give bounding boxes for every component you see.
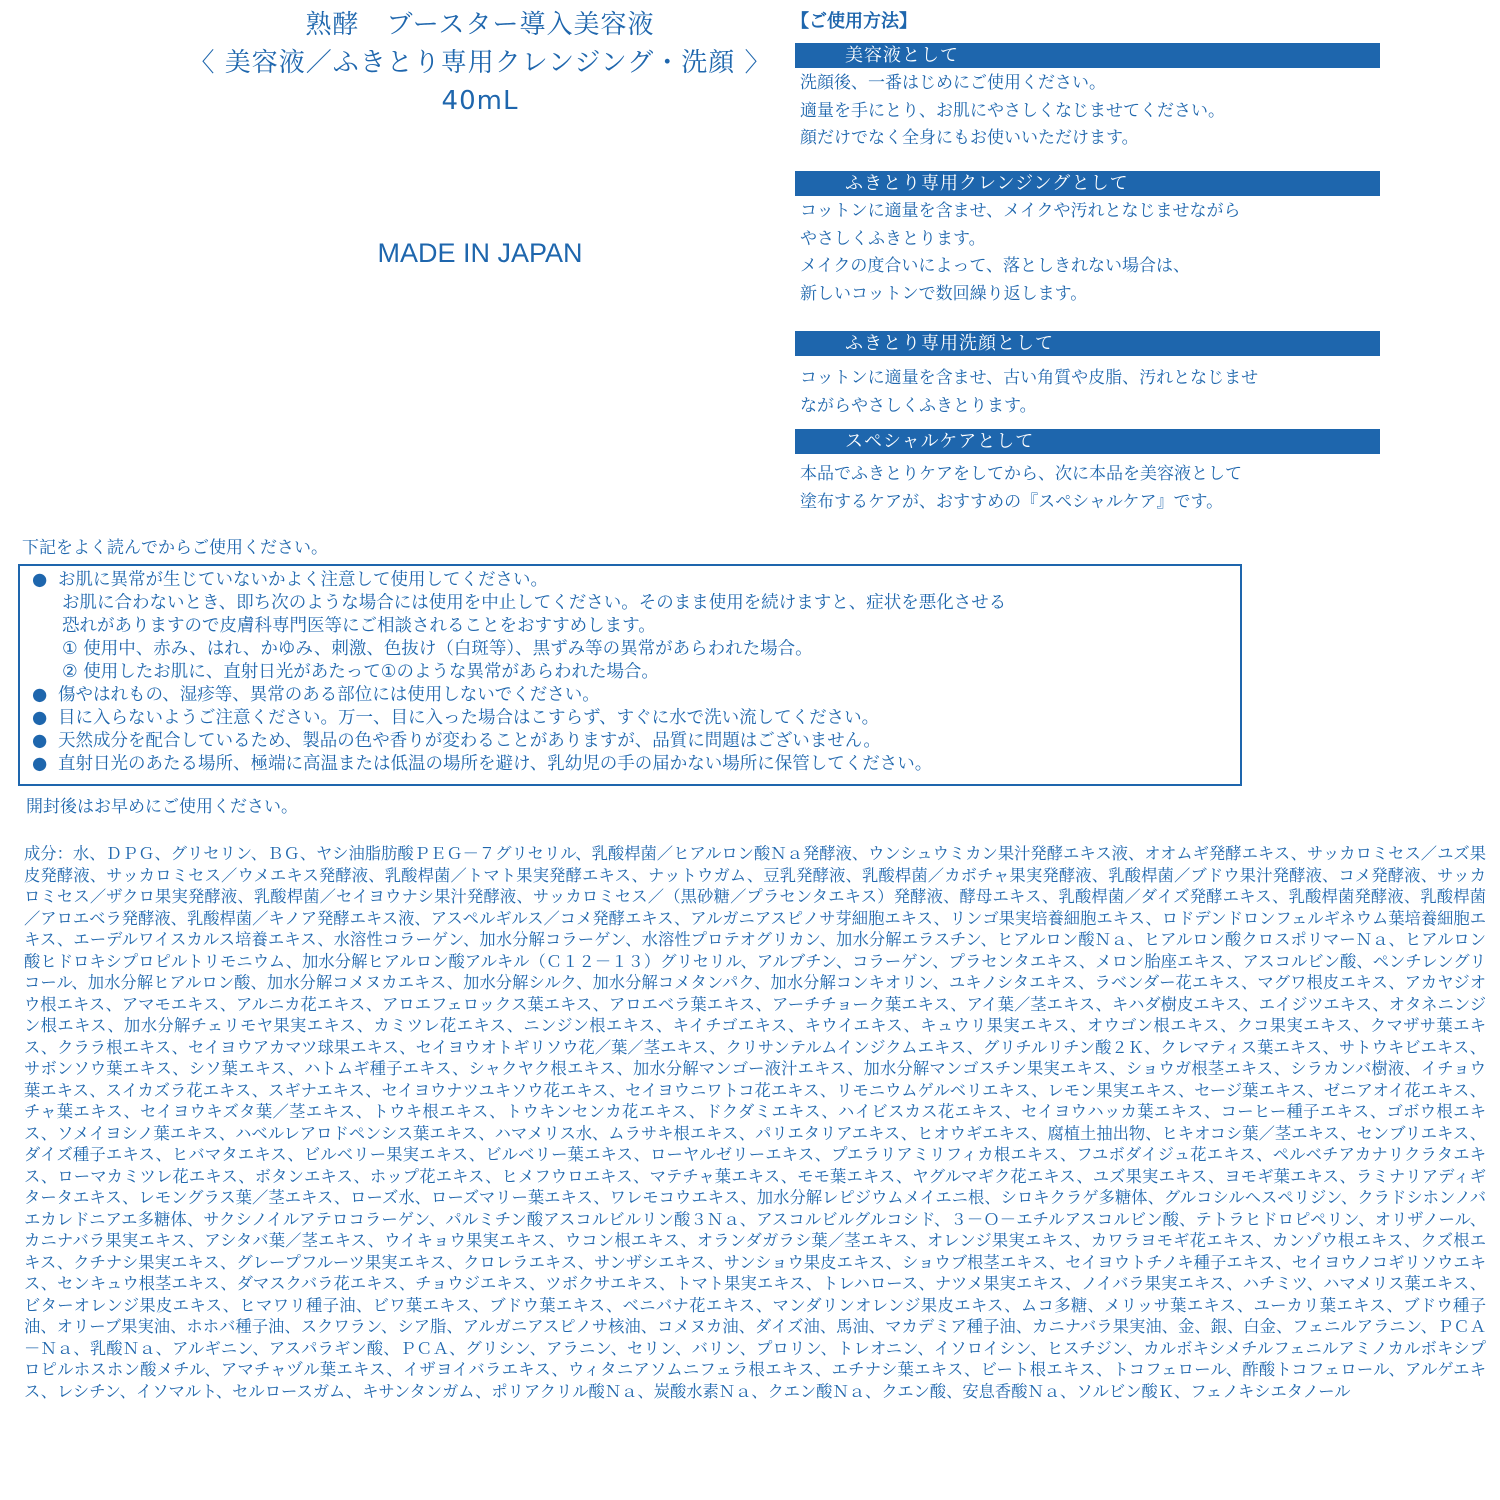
section-heading: スペシャルケアとして (795, 429, 1380, 454)
bullet-icon: ● (32, 708, 48, 728)
caution-item (32, 684, 1240, 707)
section-line: メイクの度合いによって、落としきれない場合は、 (800, 256, 1190, 276)
product-type: 〈 美容液／ふきとり専用クレンジング・洗顔 〉 (188, 48, 772, 78)
usage-section-serum (795, 43, 1380, 153)
caution-text: 傷やはれもの、湿疹等、異常のある部位には使用しないでください。 (58, 685, 600, 705)
bullet-icon: ● (32, 731, 48, 751)
cautions-box (18, 564, 1242, 786)
caution-item: ② 使用したお肌に、直射日光があたって①のような異常があらわれた場合。 (62, 662, 659, 682)
caution-text: 直射日光のあたる場所、極端に高温または低温の場所を避け、乳幼児の手の届かない場所に保管してください。 (58, 754, 933, 774)
bullet-icon: ● (32, 570, 48, 590)
section-line: コットンに適量を含ませ、古い角質や皮脂、汚れとなじませ (800, 368, 1259, 388)
caution-item (32, 730, 1240, 753)
section-body (795, 68, 1380, 153)
section-line: 洗顔後、一番はじめにご使用ください。 (800, 73, 1106, 93)
section-body (795, 454, 1380, 516)
product-volume: 40mL (441, 86, 519, 116)
bullet-icon: ● (32, 685, 48, 705)
usage-section-cleansing (795, 171, 1380, 308)
bullet-icon: ● (32, 754, 48, 774)
caution-item: お肌に合わないとき、即ち次のような場合には使用を中止してください。そのまま使用を続けますと、症状を悪化させる (62, 593, 1007, 613)
caution-text: 天然成分を配合しているため、製品の色や香りが変わることがありますが、品質に問題はございません。 (58, 731, 881, 751)
caution-item: ① 使用中、赤み、はれ、かゆみ、刺激、色抜け（白斑等）、黒ずみ等の異常があらわれた場合。 (62, 639, 813, 659)
usage-title: 【ご使用方法】 (791, 11, 917, 32)
caution-item (32, 753, 1240, 776)
section-line: 新しいコットンで数回繰り返します。 (800, 283, 1088, 304)
usage-section-special-care (795, 429, 1380, 516)
cautions-intro: 下記をよく読んでからご使用ください。 (22, 538, 328, 558)
section-heading: ふきとり専用クレンジングとして (795, 171, 1380, 196)
section-line: ながらやさしくふきとります。 (800, 395, 1037, 416)
usage-instructions (791, 8, 1380, 512)
caution-text: お肌に異常が生じていないかよく注意して使用してください。 (58, 570, 548, 590)
section-line: 本品でふきとりケアをしてから、次に本品を美容液として (800, 464, 1242, 484)
section-line: やさしくふきとります。 (800, 228, 986, 249)
product-name: 熟酵 ブースター導入美容液 (305, 10, 655, 40)
caution-item (32, 569, 1240, 592)
section-line: 適量を手にとり、お肌にやさしくなじませてください。 (800, 100, 1225, 121)
product-header (80, 6, 880, 120)
after-opening-note: 開封後はお早めにご使用ください。 (26, 797, 298, 817)
section-heading: 美容液として (795, 43, 1380, 68)
caution-item (32, 707, 1240, 730)
section-body (795, 196, 1380, 308)
section-body (795, 356, 1380, 420)
section-line: コットンに適量を含ませ、メイクや汚れとなじませながら (800, 201, 1241, 221)
usage-section-face-wash (795, 331, 1380, 420)
section-heading: ふきとり専用洗顔として (795, 331, 1380, 356)
caution-text: 目に入らないようご注意ください。万一、目に入った場合はこすらず、すぐに水で洗い流してください。 (58, 708, 880, 728)
section-line: 塗布するケアが、おすすめの『スペシャルケア』です。 (800, 491, 1224, 512)
caution-item: 恐れがありますので皮膚科専門医等にご相談されることをおすすめします。 (62, 616, 656, 636)
section-line: 顔だけでなく全身にもお使いいただけます。 (800, 128, 1139, 148)
made-in-label: MADE IN JAPAN (377, 238, 583, 268)
ingredients-list: 成分：水、ＤＰＧ、グリセリン、ＢＧ、ヤシ油脂肪酸ＰＥＧ－７グリセリル、乳酸桿菌／ヒアルロン酸Ｎａ発酵液、ウンシュウミカン果汁発酵エキス液、オオムギ発酵エキス、サッカロミセス／ユズ果皮発酵液、サッカロミセス／ウメエキス発酵液、乳酸桿菌／トマト果実発酵エキス、ナットウガム、豆乳発酵液、乳酸桿菌／カボチャ果実発酵液、乳酸桿菌／ブドウ果汁発酵液、コメ発酵液、サッカロミセス／ザクロ果実発酵液、乳酸桿菌／セイヨウナシ果汁発酵液、サッカロミセス／（黒砂糖／プラセンタエキス）発酵液、酵母エキス、乳酸桿菌／ダイズ発酵エキス、乳酸桿菌発酵液、乳酸桿菌／アロエベラ発酵液、乳酸桿菌／キノア発酵エキス液、アスペルギルス／コメ発酵エキス、アルガニアスピノサ芽細胞エキス、リンゴ果実培養細胞エキス、ロドデンドロンフェルギネウム葉培養細胞エキス、エーデルワイスカルス培養エキス、水溶性コラーゲン、加水分解コラーゲン、水溶性プロテオグリカン、加水分解エラスチン、ヒアルロン酸Ｎａ、ヒアルロン酸クロスポリマーＮａ、ヒアルロン酸ヒドロキシプロピルトリモニウム、加水分解ヒアルロン酸アルキル（Ｃ１２－１３）グリセリル、アルブチン、コラーゲン、プラセンタエキス、メロン胎座エキス、アスコルビン酸、ペンチレングリコール、加水分解ヒアルロン酸、加水分解コメヌカエキス、加水分解シルク、加水分解コメタンパク、加水分解コンキオリン、ユキノシタエキス、ラベンダー花エキス、マグワ根皮エキス、アカヤジオウ根エキス、アマモエキス、アルニカ花エキス、アロエフェロックス葉エキス、アロエベラ葉エキス、アーチチョーク葉エキス、アイ葉／茎エキス、キハダ樹皮エキス、エイジツエキス、オタネニンジン根エキス、加水分解チェリモヤ果実エキス、カミツレ花エキス、ニンジン根エキス、キイチゴエキス、キウイエキス、キュウリ果実エキス、オウゴン根エキス、クコ果実エキス、クマザサ葉エキス、クララ根エキス、セイヨウアカマツ球果エキス、セイヨウオトギリソウ花／葉／茎エキス、クリサンテルムインジクムエキス、グリチルリチン酸２Ｋ、クレマティス葉エキス、サトウキビエキス、サボンソウ葉エキス、シソ葉エキス、ハトムギ種子エキス、シャクヤク根エキス、加水分解マンゴー液汁エキス、加水分解マンゴスチン果実エキス、ショウガ根茎エキス、シラカンバ樹液、イチョウ葉エキス、スイカズラ花エキス、スギナエキス、セイヨウナツユキソウ花エキス、セイヨウニワトコ花エキス、リモニウムゲルベリエキス、レモン果実エキス、セージ葉エキス、ゼニアオイ花エキス、チャ葉エキス、セイヨウキズタ葉／茎エキス、トウキ根エキス、トウキンセンカ花エキス、ドクダミエキス、ハイビスカス花エキス、セイヨウハッカ葉エキス、コーヒー種子エキス、ゴボウ根エキス、ソメイヨシノ葉エキス、ハベルレアロドペンシス葉エキス、ハマメリス水、ムラサキ根エキス、パリエタリアエキス、ヒオウギエキス、腐植土抽出物、ヒキオコシ葉／茎エキス、センブリエキス、ダイズ種子エキス、ヒバマタエキス、ビルベリー果実エキス、ビルベリー葉エキス、ローヤルゼリーエキス、プエラリアミリフィカ根エキス、フユボダイジュ花エキス、ペルベチアカナリクラタエキス、ローマカミツレ花エキス、ボタンエキス、ホップ花エキス、ヒメフウロエキス、マテチャ葉エキス、モモ葉エキス、ヤグルマギク花エキス、ユズ果実エキス、ヨモギ葉エキス、ラミナリアディギタータエキス、レモングラス葉／茎エキス、ローズ水、ローズマリー葉エキス、ワレモコウエキス、加水分解レピジウムメイエニ根、シロキクラゲ多糖体、グルコシルヘスペリジン、クラドシホンノバエカレドニアエ多糖体、サクシノイルアテロコラーゲン、パルミチン酸アスコルビルリン酸３Ｎａ、アスコルビルグルコシド、３－Ｏ－エチルアスコルビン酸、テトラヒドロピペリン、オリザノール、カニナバラ果実エキス、アシタバ葉／茎エキス、ウイキョウ果実エキス、ウコン根エキス、オランダガラシ葉／茎エキス、オレンジ果実エキス、カワラヨモギ花エキス、カンゾウ根エキス、クズ根エキス、クチナシ果実エキス、グレープフルーツ果実エキス、クロレラエキス、サンザシエキス、サンショウ果皮エキス、ショウブ根茎エキス、セイヨウトチノキ種子エキス、セイヨウノコギリソウエキス、センキュウ根茎エキス、ダマスクバラ花エキス、チョウジエキス、ツボクサエキス、トマト果実エキス、トレハロース、ナツメ果実エキス、ノイバラ果実エキス、ハチミツ、ハマメリス葉エキス、ビターオレンジ果皮エキス、ヒマワリ種子油、ビワ葉エキス、ブドウ葉エキス、ベニバナ花エキス、マンダリンオレンジ果皮エキス、ムコ多糖、メリッサ葉エキス、ユーカリ葉エキス、ブドウ種子油、オリーブ果実油、ホホバ種子油、スクワラン、シア脂、アルガニアスピノサ核油、コメヌカ油、ダイズ油、馬油、マカデミア種子油、カニナバラ果実油、金、銀、白金、フェニルアラニン、ＰＣＡ－Ｎａ、乳酸Ｎａ、アルギニン、アスパラギン酸、ＰＣＡ、グリシン、アラニン、セリン、バリン、プロリン、トレオニン、イソロイシン、ヒスチジン、カルボキシメチルフェニルアミノカルボキシプロピルホスホン酸メチル、アマチャヅル葉エキス、イザヨイバラエキス、ウィタニアソムニフェラ根エキス、エチナシ葉エキス、ビート根エキス、トコフェロール、酢酸トコフェロール、アルゲエキス、レシチン、イソマルト、セルロースガム、キサンタンガム、ポリアクリル酸Ｎａ、炭酸水素Ｎａ、クエン酸Ｎａ、クエン酸、安息香酸Ｎａ、ソルビン酸Ｋ、フェノキシエタノール (24, 844, 1486, 1401)
